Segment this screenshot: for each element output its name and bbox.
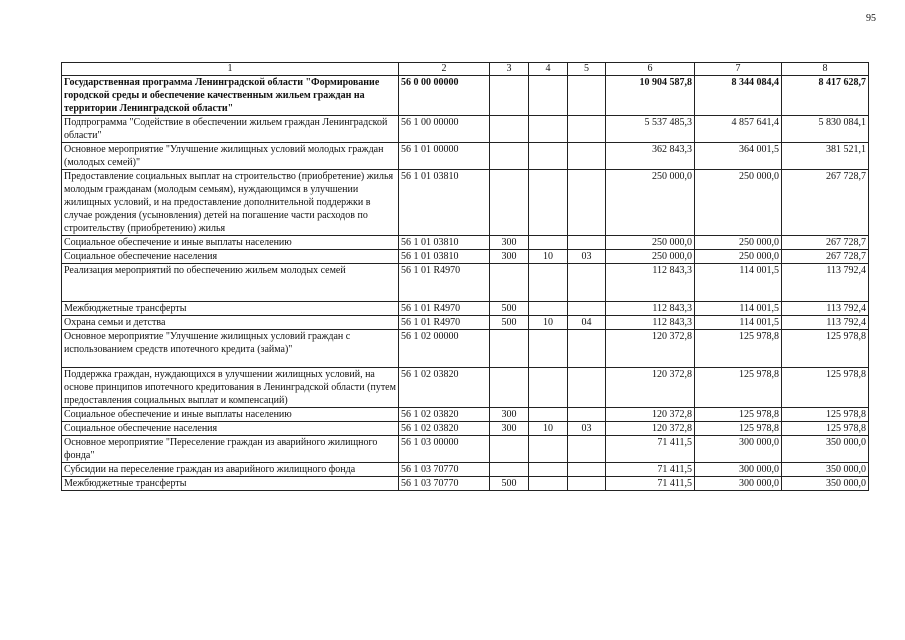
amount-col8: 5 830 084,1 xyxy=(782,116,869,143)
expense-type xyxy=(490,368,529,408)
section xyxy=(529,143,568,170)
table-row xyxy=(62,408,869,422)
budget-code: 56 1 01 R4970 xyxy=(399,302,490,316)
budget-code: 56 1 03 70770 xyxy=(399,477,490,491)
amount-col6: 120 372,8 xyxy=(606,408,695,422)
section xyxy=(529,368,568,408)
amount-col6: 10 904 587,8 xyxy=(606,76,695,116)
amount-col7: 300 000,0 xyxy=(695,436,782,463)
table-row xyxy=(62,143,869,170)
expense-type xyxy=(490,264,529,302)
expense-type: 500 xyxy=(490,302,529,316)
expense-type: 500 xyxy=(490,477,529,491)
subsection: 03 xyxy=(568,422,606,436)
table-row xyxy=(62,463,869,477)
amount-col7: 300 000,0 xyxy=(695,477,782,491)
amount-col6: 5 537 485,3 xyxy=(606,116,695,143)
row-name: Социальное обеспечение населения xyxy=(62,422,399,436)
section xyxy=(529,330,568,368)
row-name: Подпрограмма "Содействие в обеспечении жильем граждан Ленинградской области" xyxy=(62,116,399,143)
section xyxy=(529,302,568,316)
subsection: 04 xyxy=(568,316,606,330)
table-row xyxy=(62,76,869,116)
amount-col6: 250 000,0 xyxy=(606,250,695,264)
subsection xyxy=(568,463,606,477)
amount-col7: 250 000,0 xyxy=(695,250,782,264)
section: 10 xyxy=(529,250,568,264)
budget-code: 56 1 01 R4970 xyxy=(399,264,490,302)
budget-code: 56 1 01 00000 xyxy=(399,143,490,170)
budget-code: 56 1 01 R4970 xyxy=(399,316,490,330)
budget-code: 56 0 00 00000 xyxy=(399,76,490,116)
row-name: Реализация мероприятий по обеспечению жильем молодых семей xyxy=(62,264,399,302)
header-cell: 7 xyxy=(695,63,782,76)
expense-type xyxy=(490,116,529,143)
table-row xyxy=(62,170,869,236)
subsection xyxy=(568,477,606,491)
amount-col7: 125 978,8 xyxy=(695,368,782,408)
amount-col8: 125 978,8 xyxy=(782,330,869,368)
subsection xyxy=(568,170,606,236)
expense-type: 300 xyxy=(490,408,529,422)
table-row xyxy=(62,316,869,330)
budget-code: 56 1 03 00000 xyxy=(399,436,490,463)
amount-col8: 381 521,1 xyxy=(782,143,869,170)
budget-code: 56 1 02 03820 xyxy=(399,408,490,422)
row-name: Социальное обеспечение и иные выплаты населению xyxy=(62,236,399,250)
subsection xyxy=(568,76,606,116)
amount-col7: 250 000,0 xyxy=(695,236,782,250)
amount-col7: 114 001,5 xyxy=(695,316,782,330)
expense-type: 300 xyxy=(490,422,529,436)
amount-col6: 120 372,8 xyxy=(606,368,695,408)
section xyxy=(529,170,568,236)
subsection xyxy=(568,264,606,302)
amount-col8: 350 000,0 xyxy=(782,477,869,491)
budget-code: 56 1 02 03820 xyxy=(399,422,490,436)
expense-type: 300 xyxy=(490,250,529,264)
amount-col6: 120 372,8 xyxy=(606,330,695,368)
expense-type: 300 xyxy=(490,236,529,250)
table-row xyxy=(62,422,869,436)
budget-code: 56 1 02 00000 xyxy=(399,330,490,368)
table-row xyxy=(62,368,869,408)
amount-col8: 125 978,8 xyxy=(782,368,869,408)
amount-col6: 112 843,3 xyxy=(606,316,695,330)
row-name: Социальное обеспечение населения xyxy=(62,250,399,264)
budget-table xyxy=(61,62,869,491)
expense-type xyxy=(490,463,529,477)
amount-col8: 267 728,7 xyxy=(782,250,869,264)
amount-col6: 71 411,5 xyxy=(606,463,695,477)
amount-col7: 114 001,5 xyxy=(695,264,782,302)
subsection xyxy=(568,368,606,408)
section: 10 xyxy=(529,316,568,330)
budget-code: 56 1 01 03810 xyxy=(399,236,490,250)
expense-type xyxy=(490,330,529,368)
section: 10 xyxy=(529,422,568,436)
subsection xyxy=(568,436,606,463)
amount-col8: 350 000,0 xyxy=(782,436,869,463)
header-row xyxy=(62,63,869,76)
amount-col6: 250 000,0 xyxy=(606,170,695,236)
row-name: Основное мероприятие "Улучшение жилищных условий граждан с использованием средств ипотечного кредита (займа)" xyxy=(62,330,399,368)
table-row xyxy=(62,436,869,463)
amount-col8: 125 978,8 xyxy=(782,408,869,422)
budget-code: 56 1 03 70770 xyxy=(399,463,490,477)
subsection xyxy=(568,330,606,368)
expense-type xyxy=(490,436,529,463)
amount-col8: 125 978,8 xyxy=(782,422,869,436)
header-cell: 1 xyxy=(62,63,399,76)
expense-type xyxy=(490,143,529,170)
table-row xyxy=(62,116,869,143)
amount-col7: 125 978,8 xyxy=(695,422,782,436)
amount-col7: 4 857 641,4 xyxy=(695,116,782,143)
section xyxy=(529,463,568,477)
amount-col8: 113 792,4 xyxy=(782,264,869,302)
row-name: Межбюджетные трансферты xyxy=(62,477,399,491)
table-row xyxy=(62,236,869,250)
table-row xyxy=(62,302,869,316)
page-number: 95 xyxy=(866,13,876,24)
amount-col6: 71 411,5 xyxy=(606,477,695,491)
row-name: Социальное обеспечение и иные выплаты населению xyxy=(62,408,399,422)
header-cell: 4 xyxy=(529,63,568,76)
expense-type xyxy=(490,76,529,116)
section xyxy=(529,436,568,463)
expense-type: 500 xyxy=(490,316,529,330)
subsection xyxy=(568,408,606,422)
amount-col7: 125 978,8 xyxy=(695,330,782,368)
amount-col8: 350 000,0 xyxy=(782,463,869,477)
amount-col7: 114 001,5 xyxy=(695,302,782,316)
amount-col6: 71 411,5 xyxy=(606,436,695,463)
amount-col8: 267 728,7 xyxy=(782,236,869,250)
subsection xyxy=(568,143,606,170)
table-row xyxy=(62,250,869,264)
amount-col7: 125 978,8 xyxy=(695,408,782,422)
header-cell: 3 xyxy=(490,63,529,76)
amount-col7: 364 001,5 xyxy=(695,143,782,170)
budget-code: 56 1 01 03810 xyxy=(399,250,490,264)
amount-col6: 112 843,3 xyxy=(606,302,695,316)
row-name: Основное мероприятие "Переселение граждан из аварийного жилищного фонда" xyxy=(62,436,399,463)
amount-col6: 120 372,8 xyxy=(606,422,695,436)
header-cell: 2 xyxy=(399,63,490,76)
subsection xyxy=(568,236,606,250)
subsection: 03 xyxy=(568,250,606,264)
amount-col7: 8 344 084,4 xyxy=(695,76,782,116)
row-name: Охрана семьи и детства xyxy=(62,316,399,330)
subsection xyxy=(568,116,606,143)
amount-col6: 112 843,3 xyxy=(606,264,695,302)
amount-col8: 8 417 628,7 xyxy=(782,76,869,116)
amount-col6: 362 843,3 xyxy=(606,143,695,170)
amount-col8: 113 792,4 xyxy=(782,302,869,316)
row-name: Поддержка граждан, нуждающихся в улучшении жилищных условий, на основе принципов ипотечного кредитования в Ленинградской области (путем предоставления социальных выплат и компенсаций) xyxy=(62,368,399,408)
header-cell: 8 xyxy=(782,63,869,76)
section xyxy=(529,76,568,116)
section xyxy=(529,116,568,143)
amount-col7: 250 000,0 xyxy=(695,170,782,236)
section xyxy=(529,264,568,302)
amount-col7: 300 000,0 xyxy=(695,463,782,477)
budget-code: 56 1 00 00000 xyxy=(399,116,490,143)
budget-code: 56 1 01 03810 xyxy=(399,170,490,236)
row-name: Межбюджетные трансферты xyxy=(62,302,399,316)
section xyxy=(529,408,568,422)
amount-col6: 250 000,0 xyxy=(606,236,695,250)
amount-col8: 267 728,7 xyxy=(782,170,869,236)
row-name: Основное мероприятие "Улучшение жилищных условий молодых граждан (молодых семей)" xyxy=(62,143,399,170)
row-name: Предоставление социальных выплат на строительство (приобретение) жилья молодым гражданам (молодым семьям), нуждающимся в улучшении жилищных условий, и на предоставление дополнительной поддержки в случае рождения (усыновления) детей на погашение части расходов по строительству (приобретению) жилья xyxy=(62,170,399,236)
header-cell: 6 xyxy=(606,63,695,76)
table-row xyxy=(62,330,869,368)
section xyxy=(529,236,568,250)
subsection xyxy=(568,302,606,316)
budget-code: 56 1 02 03820 xyxy=(399,368,490,408)
table-row xyxy=(62,264,869,302)
row-name: Государственная программа Ленинградской области "Формирование городской среды и обеспечение качественным жильем граждан на территории Ленинградской области" xyxy=(62,76,399,116)
amount-col8: 113 792,4 xyxy=(782,316,869,330)
expense-type xyxy=(490,170,529,236)
header-cell: 5 xyxy=(568,63,606,76)
row-name: Субсидии на переселение граждан из аварийного жилищного фонда xyxy=(62,463,399,477)
table-row xyxy=(62,477,869,491)
section xyxy=(529,477,568,491)
